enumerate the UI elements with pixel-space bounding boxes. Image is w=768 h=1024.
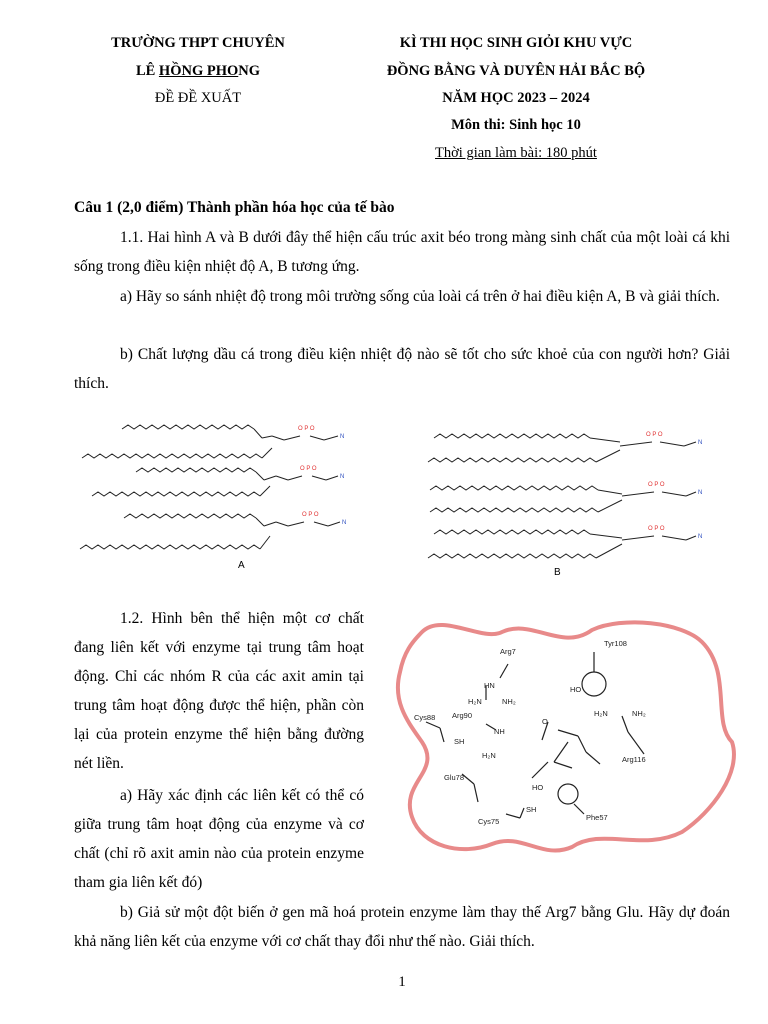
label-h2n-arg90: H₂N <box>482 751 496 760</box>
label-cys88: Cys88 <box>414 713 436 722</box>
figure-a-label: A <box>238 560 245 571</box>
svg-text:O P O: O P O <box>648 482 665 488</box>
question-1-title: Câu 1 (2,0 điểm) Thành phần hóa học của tế bào <box>74 199 395 216</box>
school-name-part-c: NG <box>238 63 261 79</box>
fatty-acid-figure-b <box>424 416 724 581</box>
fatty-acid-figure-a <box>72 408 372 573</box>
svg-text:N: N <box>342 520 347 526</box>
proposal-label: ĐỀ ĐỀ XUẤT <box>154 90 242 106</box>
question-1-2b-text: b) Giả sử một đột biến ở gen mã hoá protein enzyme làm thay thế Arg7 bằng Glu. Hãy dự đoán khả năng liên kết của enzyme với cơ chất thay đổi như thế nào. Giải thích. <box>74 904 730 950</box>
exam-year: NĂM HỌC 2023 – 2024 <box>442 90 590 106</box>
label-phe57: Phe57 <box>586 813 608 822</box>
label-h2n-arg116: H₂N <box>594 709 608 718</box>
label-arg90: Arg90 <box>452 711 473 720</box>
svg-text:O P O: O P O <box>300 466 317 472</box>
svg-text:O P O: O P O <box>302 512 319 518</box>
label-cys75: Cys75 <box>478 817 500 826</box>
label-sh-cys75: SH <box>526 805 537 814</box>
label-sh-cys88: SH <box>454 737 465 746</box>
label-ho-substrate: HO <box>532 783 544 792</box>
svg-text:N: N <box>698 440 703 446</box>
school-name-part-b: HỒNG PHO <box>158 63 239 79</box>
school-name-line1: TRƯỜNG THPT CHUYÊN <box>111 35 285 51</box>
svg-text:N: N <box>698 490 703 496</box>
exam-title-line1: KÌ THI HỌC SINH GIỎI KHU VỰC <box>399 35 633 51</box>
label-ho-tyr: HO <box>570 685 582 694</box>
label-arg7: Arg7 <box>500 647 516 656</box>
school-name-line2 <box>70 57 326 85</box>
exam-duration: Thời gian làm bài: 180 phút <box>435 145 597 161</box>
svg-text:O P O: O P O <box>298 426 315 432</box>
exam-subject: Môn thi: Sinh học 10 <box>451 117 581 133</box>
label-tyr108: Tyr108 <box>604 639 627 648</box>
label-o-substrate: O <box>542 717 548 726</box>
svg-text:N: N <box>340 434 345 440</box>
label-glu78: Glu78 <box>444 773 465 782</box>
figure-b-label: B <box>554 567 561 578</box>
exam-title-line2: ĐỒNG BẰNG VÀ DUYÊN HẢI BẮC BỘ <box>386 63 646 79</box>
label-nh2-arg7: NH₂ <box>502 697 516 706</box>
label-nh-arg90: NH <box>494 727 505 736</box>
question-1-2a-text: a) Hãy xác định các liên kết có thể có giữa trung tâm hoạt động của enzyme và cơ chất (chỉ rõ axit amin nào của protein enzyme tham gia liên kết đó) <box>74 787 364 891</box>
question-1-2-text: 1.2. Hình bên thể hiện một cơ chất đang liên kết với enzyme tại trung tâm hoạt động. Chỉ các nhóm R của các axit amin tại trung tâm hoạt động được thể hiện, phần còn lại của protein enzyme thể hiện bằng đường nét liền. <box>74 610 364 772</box>
question-1-1b-text: b) Chất lượng dầu cá trong điều kiện nhiệt độ nào sẽ tốt cho sức khoẻ của con người hơn? Giải thích. <box>74 346 730 392</box>
svg-text:N: N <box>698 534 703 540</box>
svg-text:N: N <box>340 474 345 480</box>
svg-text:O P O: O P O <box>648 526 665 532</box>
page-number: 1 <box>398 974 406 990</box>
label-hn: HN <box>484 681 495 690</box>
school-name-part-a: LÊ <box>135 63 159 79</box>
question-1-1-text: 1.1. Hai hình A và B dưới đây thể hiện cấu trúc axit béo trong màng sinh chất của một loài cá khi sống trong điều kiện nhiệt độ A, B tương ứng. <box>74 229 730 275</box>
label-nh2-arg116: NH₂ <box>632 709 646 718</box>
label-arg116: Arg116 <box>622 755 646 764</box>
question-1-1a-text: a) Hãy so sánh nhiệt độ trong môi trường sống của loài cá trên ở hai điều kiện A, B và giải thích. <box>120 288 720 305</box>
svg-text:O P O: O P O <box>646 432 663 438</box>
label-h2n-arg7: H₂N <box>468 697 482 706</box>
enzyme-active-site-diagram <box>382 612 740 860</box>
